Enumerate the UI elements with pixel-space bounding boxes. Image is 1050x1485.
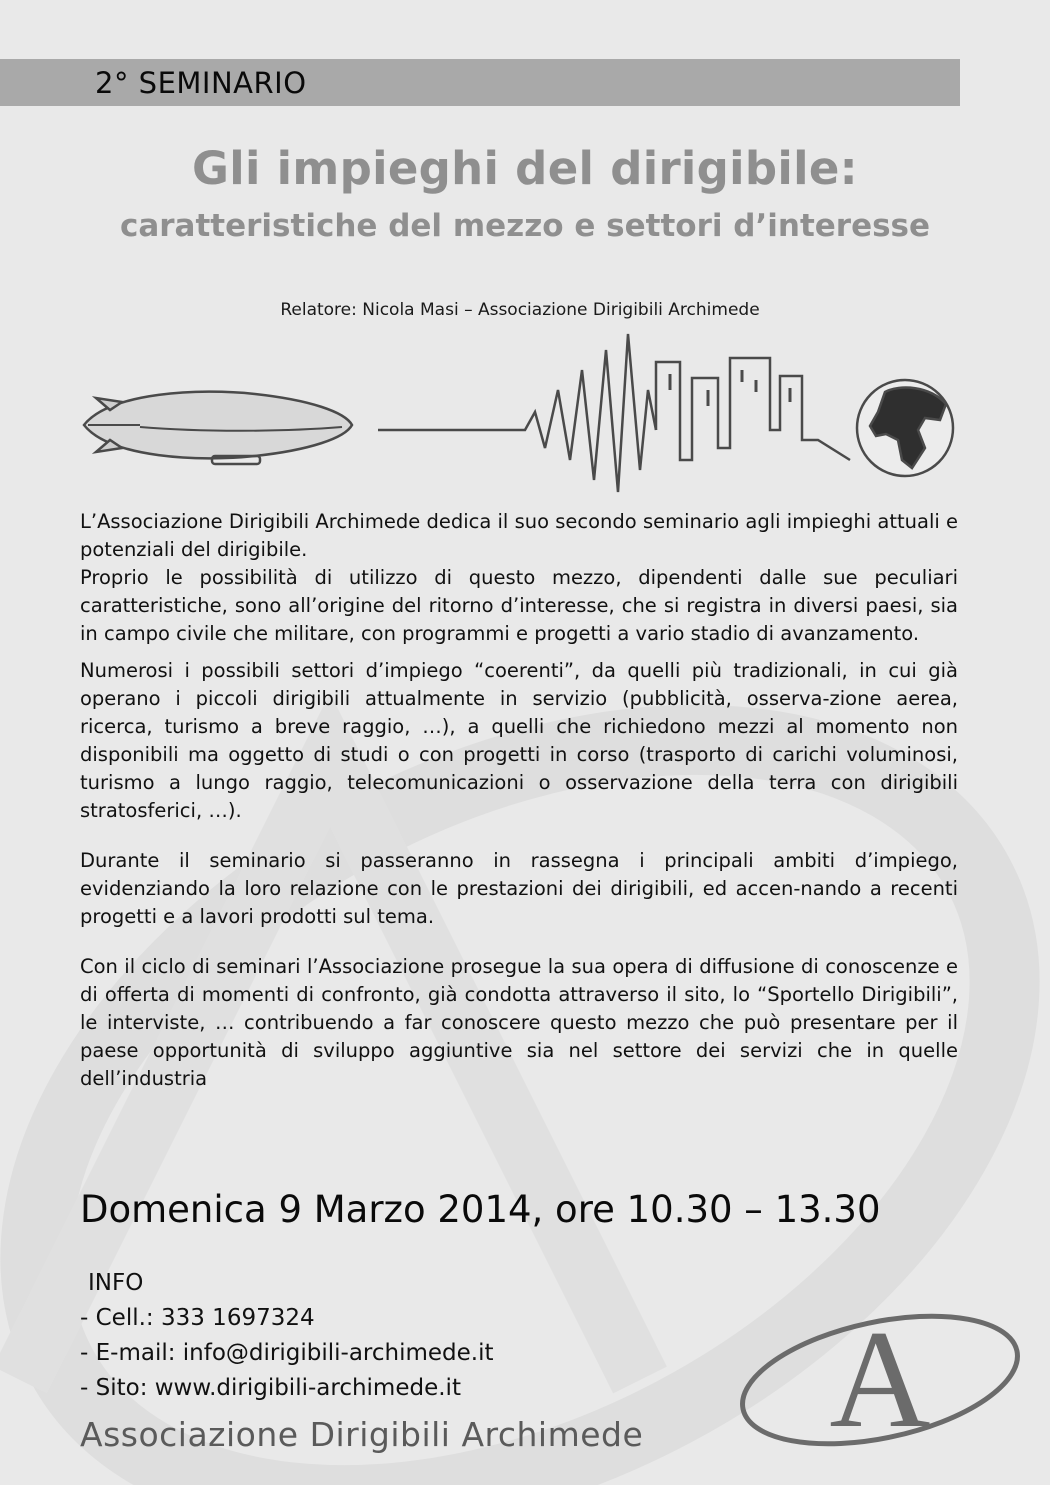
- signal-wave-icon: [378, 334, 656, 492]
- organization-name: Associazione Dirigibili Archimede: [80, 1415, 644, 1454]
- banner-label: 2° SEMINARIO: [95, 66, 307, 100]
- city-skyline-icon: [656, 358, 850, 460]
- info-block: [80, 1266, 494, 1406]
- seminar-banner: [0, 59, 960, 106]
- body-paragraph-3: Numerosi i possibili settori d’impiego “coerenti”, da quelli più tradizionali, in cui già operano i piccoli dirigibili attualmente in servizio (pubblicità, osserva-zione aerea, ricerca, turismo a breve raggio, …), a quelli che richiedono mezzi al momento non disponibili ma oggetto di studi o con progetti in corso (trasporto di carichi voluminosi, turismo a lungo raggio, telecomunicazioni o osservazione della terra con dirigibili stratosferici, …).: [80, 659, 958, 822]
- info-heading: INFO: [88, 1270, 144, 1296]
- event-date: Domenica 9 Marzo 2014, ore 10.30 – 13.30: [80, 1188, 881, 1231]
- info-cell: - Cell.: 333 1697324: [80, 1305, 315, 1331]
- info-site: - Sito: www.dirigibili-archimede.it: [80, 1375, 461, 1401]
- page-title: Gli impieghi del dirigibile:: [192, 142, 858, 195]
- body-paragraph-2: Proprio le possibilità di utilizzo di questo mezzo, dipendenti dalle sue peculiari caratteristiche, sono all’origine del ritorno d’interesse, che si registra in diversi paesi, sia in campo civile che militare, con programmi e progetti a vario stadio di avanzamento.: [80, 566, 958, 645]
- logo-letter: A: [829, 1302, 931, 1450]
- globe-icon: [857, 380, 953, 476]
- body-text: [80, 508, 958, 1093]
- info-email: - E-mail: info@dirigibili-archimede.it: [80, 1340, 494, 1366]
- body-paragraph-4: Durante il seminario si passeranno in rassegna i principali ambiti d’impiego, evidenziando la loro relazione con le prestazioni dei dirigibili, ed accen-nando a recenti progetti e a lavori prodotti sul tema.: [80, 849, 958, 928]
- archimede-logo-icon: [730, 1300, 1030, 1450]
- page-subtitle: caratteristiche del mezzo e settori d’interesse: [119, 208, 931, 244]
- body-paragraph-1: L’Associazione Dirigibili Archimede dedica il suo secondo seminario agli impieghi attuali e potenziali del dirigibile.: [80, 510, 958, 561]
- airship-icon: [84, 392, 352, 464]
- illustration: [80, 330, 960, 495]
- speaker-line: Relatore: Nicola Masi – Associazione Dirigibili Archimede: [280, 300, 760, 320]
- body-paragraph-5: Con il ciclo di seminari l’Associazione prosegue la sua opera di diffusione di conoscenze e di offerta di momenti di confronto, già condotta attraverso il sito, lo “Sportello Dirigibili”, le interviste, … contribuendo a far conoscere questo mezzo che può presentare per il paese opportunità di sviluppo aggiuntive sia nel settore dei servizi che in quelle dell’industria: [80, 955, 958, 1090]
